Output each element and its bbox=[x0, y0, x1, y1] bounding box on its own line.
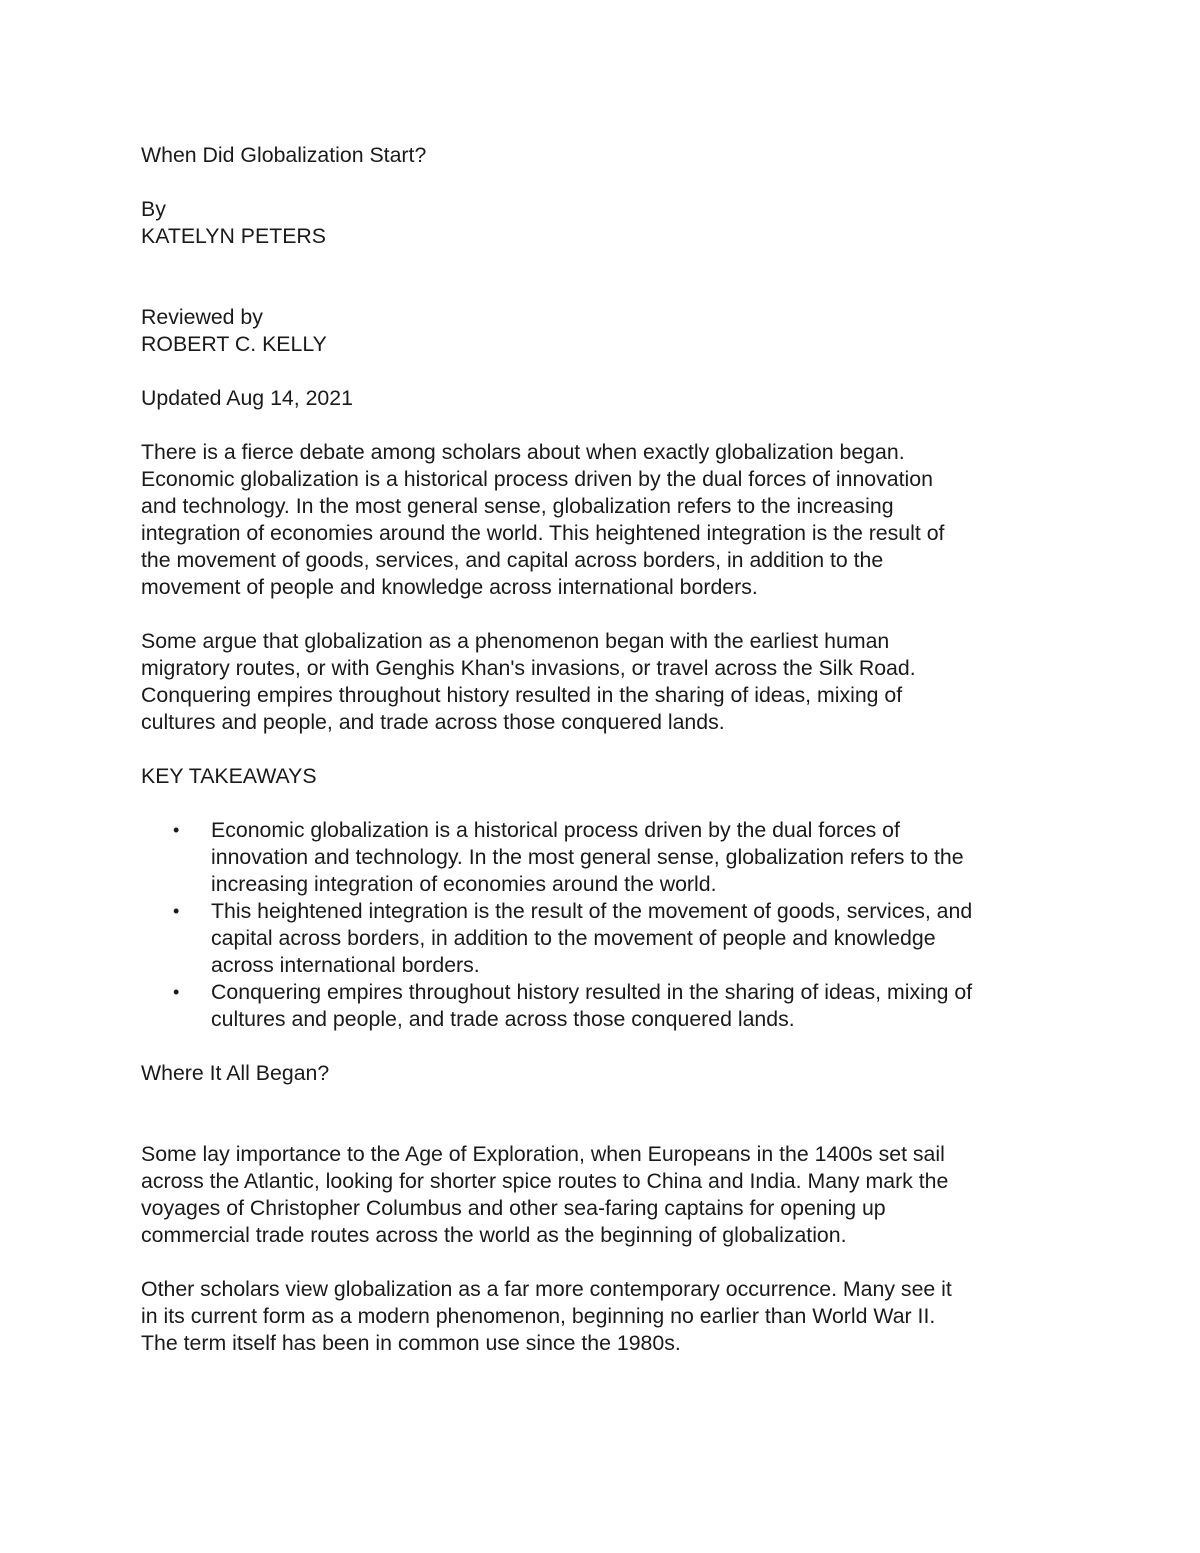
by-label: By bbox=[141, 197, 166, 221]
takeaway-line: capital across borders, in addition to the movement of people and knowledge bbox=[211, 926, 936, 950]
takeaway-item bbox=[141, 898, 1061, 979]
paragraph-line: Economic globalization is a historical process driven by the dual forces of innovation bbox=[141, 467, 933, 491]
paragraph-line: in its current form as a modern phenomenon, beginning no earlier than World War II. bbox=[141, 1304, 936, 1328]
takeaway-line: Economic globalization is a historical process driven by the dual forces of bbox=[211, 818, 900, 842]
key-takeaways-list bbox=[141, 817, 1061, 1033]
takeaway-item bbox=[141, 979, 1061, 1033]
paragraph-line: Some lay importance to the Age of Exploration, when Europeans in the 1400s set sail bbox=[141, 1142, 945, 1166]
bullet-icon: • bbox=[173, 901, 180, 921]
takeaway-line: innovation and technology. In the most general sense, globalization refers to the bbox=[211, 845, 964, 869]
paragraph-line: commercial trade routes across the world as the beginning of globalization. bbox=[141, 1223, 847, 1247]
takeaway-line: across international borders. bbox=[211, 953, 480, 977]
takeaway-line: cultures and people, and trade across those conquered lands. bbox=[211, 1007, 795, 1031]
document-body bbox=[141, 142, 1061, 1357]
paragraph-line: movement of people and knowledge across international borders. bbox=[141, 575, 758, 599]
paragraph-early-origins bbox=[141, 628, 1061, 736]
section-heading: Where It All Began? bbox=[141, 1061, 330, 1085]
takeaway-line: This heightened integration is the result of the movement of goods, services, and bbox=[211, 899, 973, 923]
paragraph-line: The term itself has been in common use since the 1980s. bbox=[141, 1331, 681, 1355]
author-name: KATELYN PETERS bbox=[141, 224, 327, 248]
paragraph-age-of-exploration bbox=[141, 1141, 1061, 1249]
paragraph-contemporary-view bbox=[141, 1276, 1061, 1357]
document-title: When Did Globalization Start? bbox=[141, 143, 427, 167]
key-takeaways-heading: KEY TAKEAWAYS bbox=[141, 764, 317, 788]
paragraph-line: integration of economies around the world. This heightened integration is the result of bbox=[141, 521, 945, 545]
updated-date: Updated Aug 14, 2021 bbox=[141, 386, 353, 410]
paragraph-line: voyages of Christopher Columbus and other sea-faring captains for opening up bbox=[141, 1196, 886, 1220]
takeaway-line: increasing integration of economies around the world. bbox=[211, 872, 717, 896]
paragraph-line: cultures and people, and trade across those conquered lands. bbox=[141, 710, 725, 734]
paragraph-line: Some argue that globalization as a phenomenon began with the earliest human bbox=[141, 629, 890, 653]
paragraph-debate bbox=[141, 439, 1061, 601]
paragraph-line: migratory routes, or with Genghis Khan's invasions, or travel across the Silk Road. bbox=[141, 656, 916, 680]
paragraph-line: the movement of goods, services, and capital across borders, in addition to the bbox=[141, 548, 884, 572]
reviewed-by-label: Reviewed by bbox=[141, 305, 263, 329]
reviewer-name: ROBERT C. KELLY bbox=[141, 332, 327, 356]
bullet-icon: • bbox=[173, 820, 180, 840]
takeaway-line: Conquering empires throughout history resulted in the sharing of ideas, mixing of bbox=[211, 980, 973, 1004]
paragraph-line: There is a fierce debate among scholars about when exactly globalization began. bbox=[141, 440, 905, 464]
paragraph-line: and technology. In the most general sense, globalization refers to the increasing bbox=[141, 494, 894, 518]
paragraph-line: Conquering empires throughout history resulted in the sharing of ideas, mixing of bbox=[141, 683, 903, 707]
paragraph-line: across the Atlantic, looking for shorter spice routes to China and India. Many mark the bbox=[141, 1169, 949, 1193]
bullet-icon: • bbox=[173, 982, 180, 1002]
paragraph-line: Other scholars view globalization as a far more contemporary occurrence. Many see it bbox=[141, 1277, 952, 1301]
takeaway-item bbox=[141, 817, 1061, 898]
